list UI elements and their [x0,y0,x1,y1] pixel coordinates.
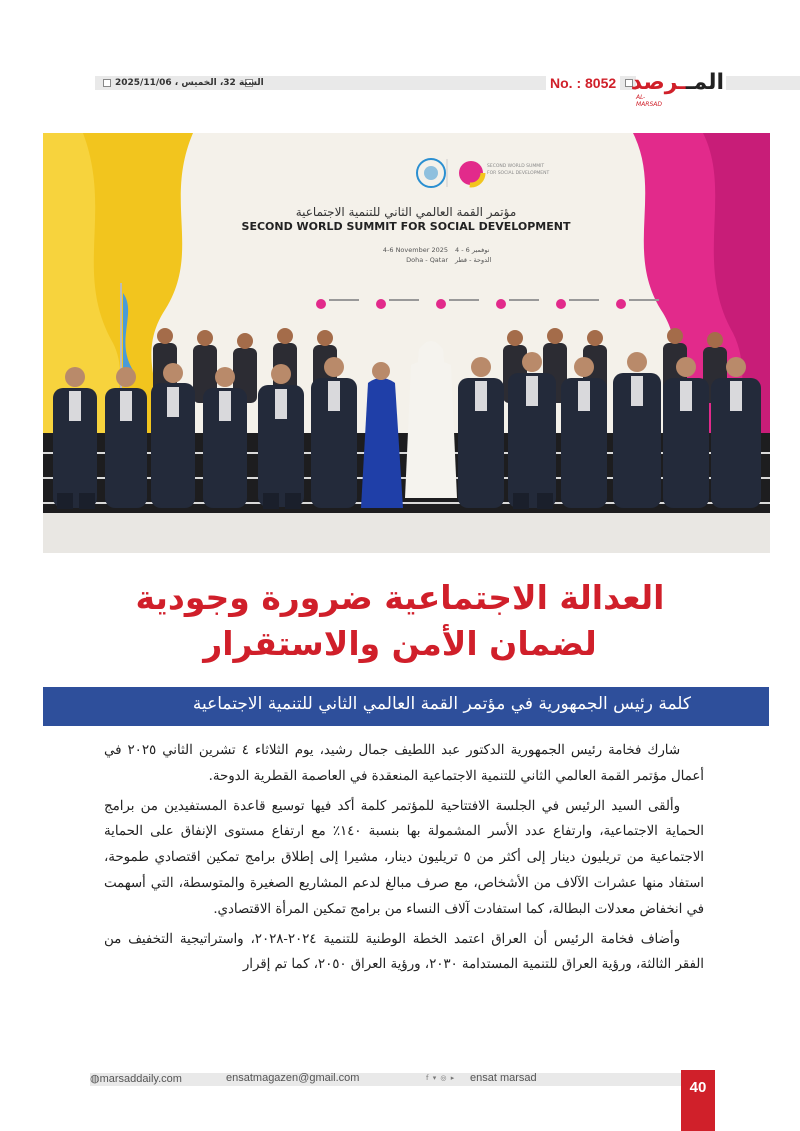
social-handle[interactable]: ensat marsad [470,1072,537,1084]
paragraph: وأضاف فخامة الرئيس أن العراق اعتمد الخطة الوطنية للتنمية ٢٠٢٤-٢٠٢٨، واستراتيجية التخفيف من الفقر الثالثة، ورؤية العراق للتنمية المستدامة ٢٠٣٠، ورؤية العراق ٢٠٥٠، كما تم إقرار [104,931,704,973]
magazine-logo: المــرصد AL-MARSAD [630,70,724,108]
page-number: 40 [681,1070,715,1131]
website-link[interactable]: ◍marsaddaily.com [90,1073,182,1085]
paragraph: وألقى السيد الرئيس في الجلسة الافتتاحية للمؤتمر كلمة أكد فيها توسيع قاعدة المستفيدين من برامج الحماية الاجتماعية، وارتفاع عدد الأسر المشمولة بها بنسبة ١٤٠٪ مع ارتفاع مستوى الإنفاق على الحماية الاجتماعية من تريليون دينار إلى أكثر من ٥ تريليون دينار، مشيرا إلى إطلاق برامج تمكين اقتصادي طموحة، استفاد منها عشرات الآلاف من الأشخاص، مع صرف مبالغ لدعم المشاريع الصغيرة والمتوسطة، التي أسهمت في انخفاض معدلات البطالة، كما استفادت آلاف النساء من برامج تمكين المرأة الاقتصادي. [104,798,704,917]
subtitle-banner [43,687,769,726]
social-icons: f ▾ ◎ ▸ [426,1074,456,1082]
bullet-icon [103,79,111,87]
svg-text:SECOND WORLD SUMMIT: SECOND WORLD SUMMIT [487,164,545,169]
logo-subtitle: AL-MARSAD [636,94,662,108]
headline-line-2: لضمان الأمن والاستقرار [203,624,597,663]
svg-text:الدوحة - قطر: الدوحة - قطر [455,256,492,264]
headline-line-1: العدالة الاجتماعية ضرورة وجودية [135,578,665,617]
svg-text:4 - 6 نوفمبر: 4 - 6 نوفمبر [455,246,490,254]
summit-title-arabic: مؤتمر القمة العالمي الثاني للتنمية الاجتماعية [295,205,517,219]
svg-text:4-6 November 2025: 4-6 November 2025 [382,246,448,254]
article-body [104,738,704,982]
svg-text:FOR SOCIAL DEVELOPMENT: FOR SOCIAL DEVELOPMENT [487,171,550,176]
paragraph: شارك فخامة رئيس الجمهورية الدكتور عبد اللطيف جمال رشيد، يوم الثلاثاء ٤ تشرين الثاني ٢٠٢٥ في أعمال مؤتمر القمة العالمي الثاني للتنمية الاجتماعية المنعقدة في العاصمة القطرية الدوحة. [104,743,704,784]
article-headline [40,575,760,667]
email-link[interactable]: ensatmagazen@gmail.com [226,1072,360,1084]
summit-title-english: SECOND WORLD SUMMIT FOR SOCIAL DEVELOPMENT [241,220,571,233]
article-subtitle: كلمة رئيس الجمهورية في مؤتمر القمة العالمي الثاني للتنمية الاجتماعية [192,694,691,714]
globe-icon: ◍ [90,1073,100,1085]
svg-text:Doha - Qatar: Doha - Qatar [406,256,448,264]
summit-group-photo [43,133,770,553]
issue-date: السنة 32، الخميس ، 2025/11/06 [115,78,264,88]
issue-number: No. : 8052 [546,75,620,91]
